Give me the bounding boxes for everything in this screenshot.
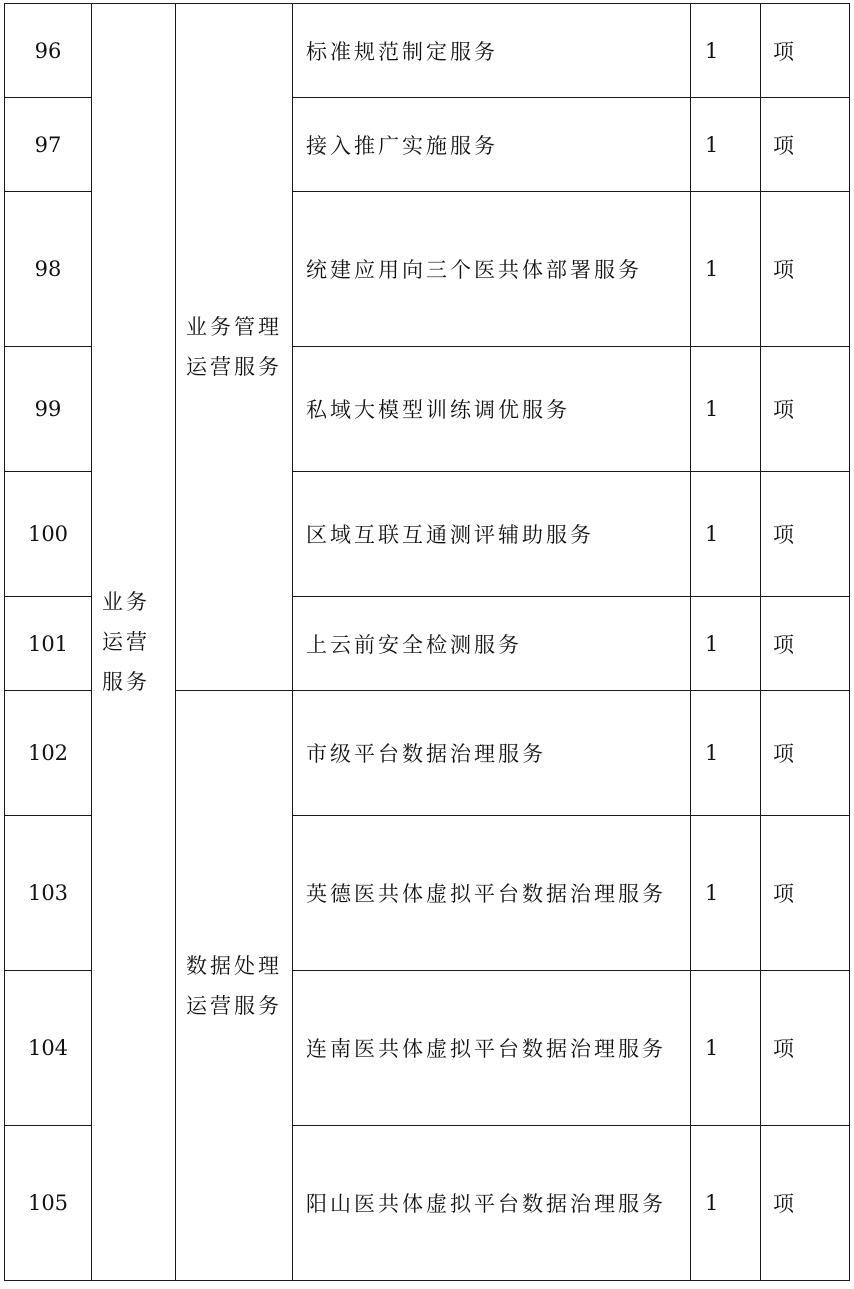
unit: 项 (761, 347, 850, 472)
service-name: 区域互联互通测评辅助服务 (293, 472, 691, 597)
category-level1-line: 服务 (102, 670, 150, 694)
row-number: 98 (5, 192, 92, 347)
category-level1-line: 运营 (102, 630, 150, 654)
category-level2-line: 业务管理 (186, 315, 282, 339)
service-name: 市级平台数据治理服务 (293, 691, 691, 816)
service-name: 统建应用向三个医共体部署服务 (293, 192, 691, 347)
unit: 项 (761, 971, 850, 1126)
unit: 项 (761, 192, 850, 347)
service-items-table (4, 3, 850, 1281)
row-number: 105 (5, 1126, 92, 1281)
quantity: 1 (691, 4, 761, 98)
row-number: 99 (5, 347, 92, 472)
row-number: 103 (5, 816, 92, 971)
service-name: 接入推广实施服务 (293, 98, 691, 192)
category-level1-cell (92, 4, 176, 1281)
row-number: 100 (5, 472, 92, 597)
service-name: 连南医共体虚拟平台数据治理服务 (293, 971, 691, 1126)
quantity: 1 (691, 472, 761, 597)
service-name: 英德医共体虚拟平台数据治理服务 (293, 816, 691, 971)
category-level2-cell (176, 4, 293, 691)
category-level2-line: 数据处理 (186, 953, 282, 978)
quantity: 1 (691, 192, 761, 347)
service-name: 上云前安全检测服务 (293, 597, 691, 691)
category-level2-line: 运营服务 (186, 355, 282, 379)
quantity: 1 (691, 971, 761, 1126)
service-name: 标准规范制定服务 (293, 4, 691, 98)
quantity: 1 (691, 1126, 761, 1281)
row-number: 101 (5, 597, 92, 691)
quantity: 1 (691, 816, 761, 971)
quantity: 1 (691, 691, 761, 816)
service-name: 阳山医共体虚拟平台数据治理服务 (293, 1126, 691, 1281)
quantity: 1 (691, 597, 761, 691)
row-number: 97 (5, 98, 92, 192)
row-number: 96 (5, 4, 92, 98)
quantity: 1 (691, 98, 761, 192)
quantity: 1 (691, 347, 761, 472)
unit: 项 (761, 816, 850, 971)
unit: 项 (761, 691, 850, 816)
row-number: 102 (5, 691, 92, 816)
category-level2-line: 运营服务 (186, 993, 282, 1018)
unit: 项 (761, 4, 850, 98)
unit: 项 (761, 98, 850, 192)
row-number: 104 (5, 971, 92, 1126)
service-name: 私域大模型训练调优服务 (293, 347, 691, 472)
unit: 项 (761, 597, 850, 691)
table-row (5, 4, 850, 98)
unit: 项 (761, 472, 850, 597)
unit: 项 (761, 1126, 850, 1281)
category-level1-line: 业务 (102, 590, 150, 614)
category-level2-cell (176, 691, 293, 1281)
